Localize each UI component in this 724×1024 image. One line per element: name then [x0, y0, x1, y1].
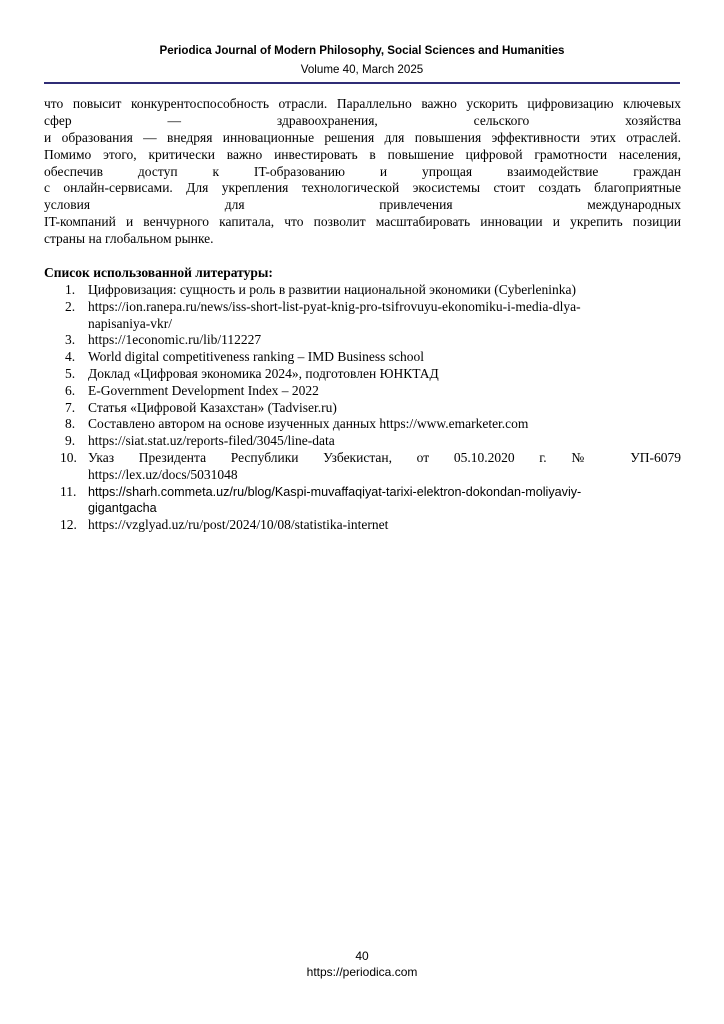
reference-number: 8.	[65, 416, 76, 432]
reference-number: 2.	[65, 298, 76, 314]
reference-text: Цифровизация: сущность и роль в развитии национальной экономики (Cyberleninka)	[88, 282, 576, 297]
body-line: условия для привлечения международных	[44, 197, 681, 213]
reference-link-continuation[interactable]: napisaniya-vkr/	[88, 315, 172, 331]
reference-item	[44, 299, 681, 333]
reference-number: 9.	[65, 433, 76, 449]
reference-link[interactable]: https://ion.ranepa.ru/news/iss-short-list-pyat-knig-pro-tsifrovuyu-ekonomiku-i-media-dlya-	[88, 298, 581, 314]
reference-item	[44, 282, 681, 299]
reference-text: Статья «Цифровой Казахстан» (Tadviser.ru)	[88, 399, 337, 415]
reference-number: 1.	[65, 282, 76, 297]
reference-link-continuation[interactable]: gigantgacha	[88, 501, 157, 516]
references-list	[44, 282, 681, 534]
reference-number: 3.	[65, 332, 76, 348]
reference-text: Составлено автором на основе изученных данных https://www.emarketer.com	[88, 416, 529, 432]
reference-item	[44, 366, 681, 383]
reference-link[interactable]: https://siat.stat.uz/reports-filed/3045/line-data	[88, 433, 335, 449]
reference-item	[44, 332, 681, 349]
body-line: обеспечив доступ к IT-образованию и упрощая взаимодействие граждан	[44, 163, 681, 179]
header-divider	[44, 82, 680, 84]
reference-item	[44, 517, 681, 534]
reference-item	[44, 484, 681, 518]
reference-text: World digital competitiveness ranking – IMD Business school	[88, 349, 424, 365]
reference-number: 6.	[65, 382, 76, 398]
reference-number: 11.	[60, 483, 77, 499]
body-line: страны на глобальном рынке.	[44, 231, 214, 247]
body-line: и образования — внедряя инновационные решения для повышения эффективности этих отраслей.	[44, 129, 681, 145]
reference-item	[44, 433, 681, 450]
reference-item	[44, 450, 681, 484]
footer-url[interactable]: https://periodica.com	[306, 965, 418, 979]
reference-number: 5.	[65, 365, 76, 381]
reference-item	[44, 383, 681, 400]
reference-number: 12.	[60, 517, 77, 533]
reference-text: Указ Президента Республики Узбекистан, от 05.10.2020 г. № УП-6079	[88, 449, 681, 465]
reference-link[interactable]: https://1economic.ru/lib/112227	[88, 332, 262, 348]
reference-item	[44, 416, 681, 433]
reference-number: 7.	[65, 399, 76, 415]
reference-item	[44, 349, 681, 366]
page-number: 40	[355, 949, 369, 963]
body-line: с онлайн-сервисами. Для укрепления технологической экосистемы стоит создать благоприятные	[44, 180, 681, 196]
journal-title: Periodica Journal of Modern Philosophy, Social Sciences and Humanities	[159, 44, 565, 57]
reference-text: E-Government Development Index – 2022	[88, 382, 319, 398]
reference-link[interactable]: https://lex.uz/docs/5031048	[88, 466, 238, 482]
reference-link[interactable]: https://sharh.commeta.uz/ru/blog/Kaspi-muvaffaqiyat-tarixi-elektron-dokondan-moliyaviy-	[88, 484, 582, 499]
body-line: сфер — здравоохранения, сельского хозяйства	[44, 112, 681, 128]
reference-item	[44, 400, 681, 417]
body-line: Помимо этого, критически важно инвестировать в повышение цифровой грамотности населения,	[44, 146, 681, 162]
reference-text: Доклад «Цифровая экономика 2024», подготовлен ЮНКТАД	[88, 365, 439, 381]
body-line: IT-компаний и венчурного капитала, что позволит масштабировать инновации и укрепить позиции	[44, 214, 681, 230]
journal-volume: Volume 40, March 2025	[300, 63, 424, 76]
reference-number: 4.	[65, 349, 76, 365]
body-line: что повысит конкурентоспособность отрасли. Параллельно важно ускорить цифровизацию ключевых	[44, 96, 681, 111]
body-paragraph	[44, 96, 681, 248]
reference-link[interactable]: https://vzglyad.uz/ru/post/2024/10/08/statistika-internet	[88, 517, 389, 533]
references-heading: Список использованной литературы:	[44, 265, 273, 280]
reference-number: 10.	[60, 449, 77, 465]
